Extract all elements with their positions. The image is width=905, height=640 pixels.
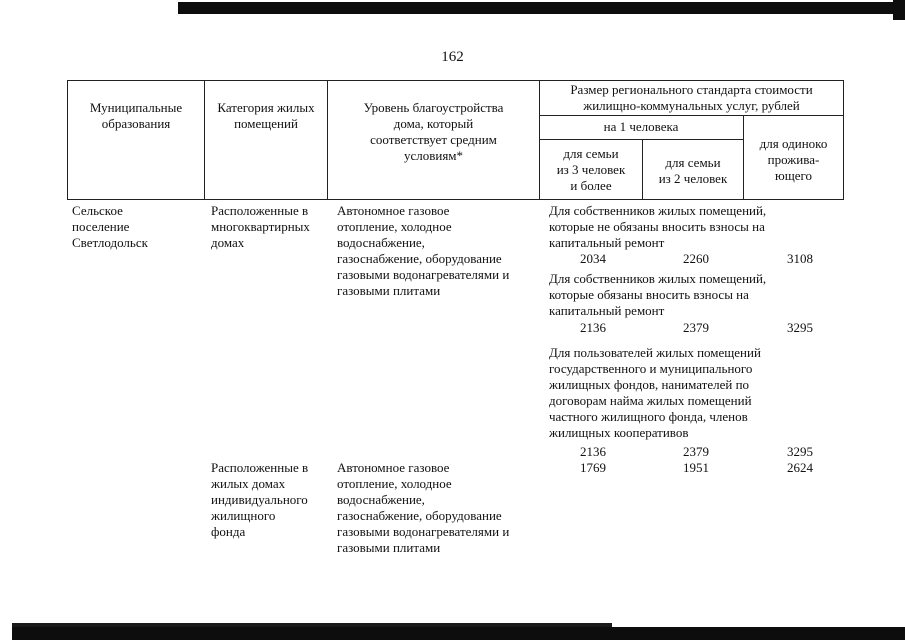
col-divider-1	[204, 80, 205, 200]
scan-border-right	[893, 0, 905, 20]
group-a-family2-value: 2260	[683, 251, 709, 266]
table-header-bottom-border	[67, 199, 843, 200]
group-d-single-value: 2624	[787, 460, 813, 475]
group-d-family3-value: 1769	[580, 460, 606, 475]
cell-municipality: Сельское поселение Светлодольск	[72, 203, 148, 250]
per-person-subheader-line	[539, 139, 743, 140]
group-a-family3-value: 2034	[580, 251, 606, 266]
scan-border-top	[178, 2, 905, 14]
group-b-label: Для собственников жилых помещений, которые обязаны вносить взносы на капитальный ремонт	[549, 271, 767, 318]
group-c-label: Для пользователей жилых помещений государственного и муниципального жилищных фондов, нанимателей по договорам найма жилых помещений частного жилищного фонда, членов жилищных кооперативов	[549, 345, 761, 440]
header-standard: Размер регионального стандарта стоимости жилищно-коммунальных услуг, рублей	[570, 82, 813, 113]
group-a-single-value: 3108	[787, 251, 813, 266]
page-number: 162	[441, 49, 464, 65]
cell-category-individual: Расположенные в жилых домах индивидуального жилищного фонда	[211, 460, 309, 539]
group-a-label: Для собственников жилых помещений, которые не обязаны вносить взносы на капитальный ремонт	[549, 203, 767, 250]
header-municipality: Муниципальные образования	[89, 100, 183, 131]
group-b-single-value: 3295	[787, 320, 813, 335]
cell-level-individual: Автономное газовое отопление, холодное водоснабжение, газоснабжение, оборудование газовыми водонагревателями и газовыми плитами	[337, 460, 510, 555]
group-c-family2-value: 2379	[683, 444, 709, 459]
header-per-person: на 1 человека	[603, 119, 679, 134]
table-right-border	[843, 80, 844, 200]
header-category: Категория жилых помещений	[217, 100, 315, 131]
header-family3: для семьи из 3 человек и более	[556, 146, 626, 193]
standard-subheader-line	[539, 115, 843, 116]
scan-border-bottom	[12, 627, 905, 640]
table-top-border	[67, 80, 843, 81]
group-c-family3-value: 2136	[580, 444, 606, 459]
cell-level-apartment: Автономное газовое отопление, холодное водоснабжение, газоснабжение, оборудование газовыми водонагревателями и газовыми плитами	[337, 203, 510, 298]
table-left-border	[67, 80, 68, 200]
header-level: Уровень благоустройства дома, который соответствует средним условиям*	[363, 100, 504, 163]
group-b-family3-value: 2136	[580, 320, 606, 335]
header-single: для одиноко прожива- ющего	[759, 136, 828, 183]
header-family2: для семьи из 2 человек	[658, 155, 728, 186]
cell-category-apartment: Расположенные в многоквартирных домах	[211, 203, 310, 250]
group-d-family2-value: 1951	[683, 460, 709, 475]
group-b-family2-value: 2379	[683, 320, 709, 335]
group-c-single-value: 3295	[787, 444, 813, 459]
